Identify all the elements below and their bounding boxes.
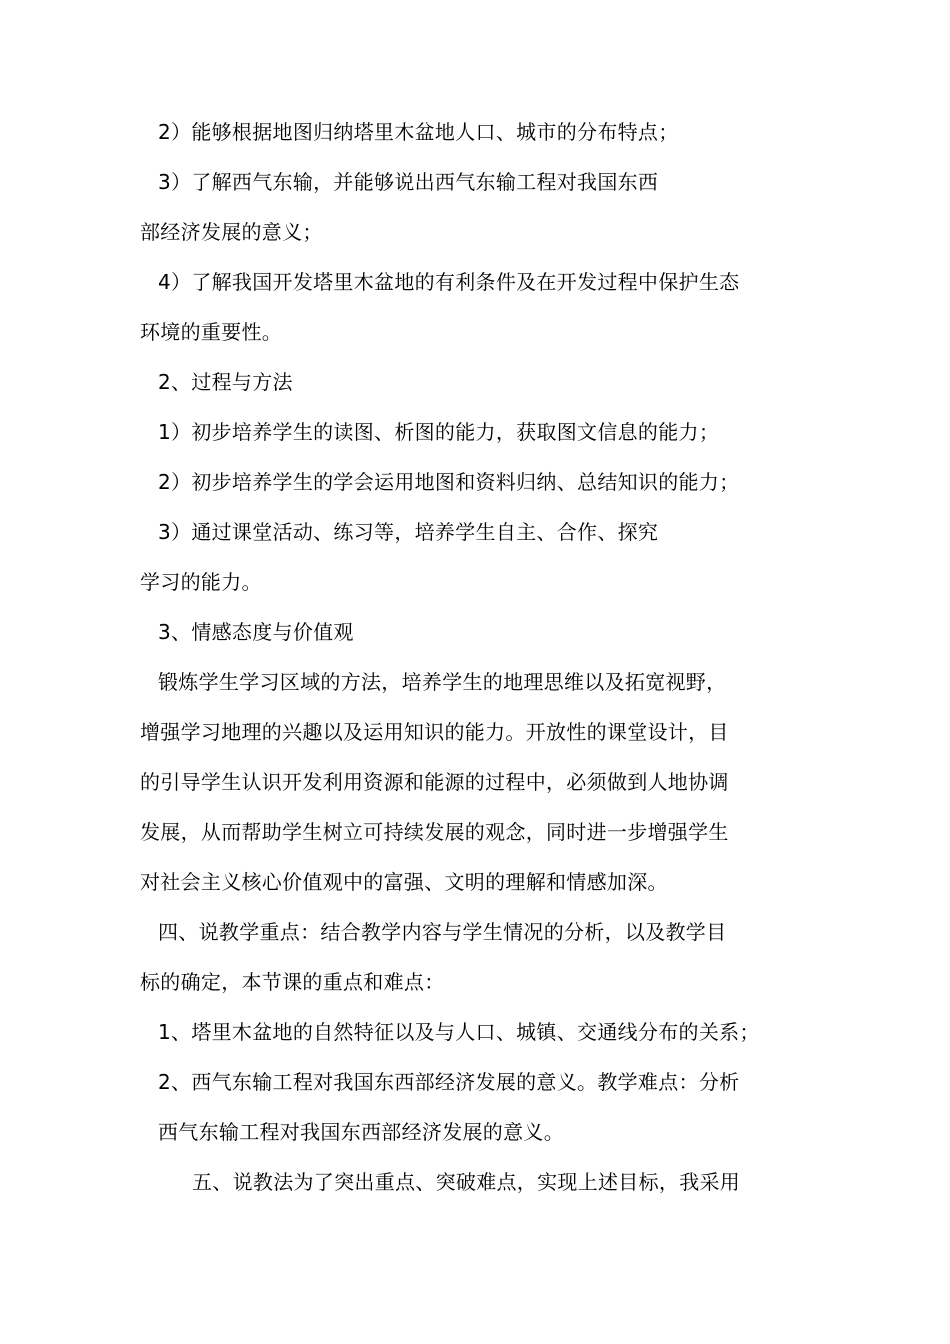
text-line: 西气东输工程对我国东西部经济发展的意义。 [158,1120,564,1144]
text-line: 锻炼学生学习区域的方法，培养学生的地理思维以及拓宽视野， [158,670,727,694]
section-heading: 五、说教法为了突出重点、突破难点，实现上述目标，我采用 [192,1170,741,1194]
text-line: 3）了解西气东输，并能够说出西气东输工程对我国东西 [158,170,659,194]
text-line: 1）初步培养学生的读图、析图的能力，获取图文信息的能力； [158,420,720,444]
text-line: 4）了解我国开发塔里木盆地的有利条件及在开发过程中保护生态 [158,270,740,294]
text-line: 部经济发展的意义； [140,220,323,244]
text-line: 对社会主义核心价值观中的富强、文明的理解和情感加深。 [140,870,668,894]
section-heading: 2、过程与方法 [158,370,293,394]
text-line: 3）通过课堂活动、练习等，培养学生自主、合作、探究 [158,520,659,544]
section-heading: 3、情感态度与价值观 [158,620,354,644]
text-line: 学习的能力。 [140,570,262,594]
text-line: 的引导学生认识开发利用资源和能源的过程中，必须做到人地协调 [140,770,729,794]
text-line: 增强学习地理的兴趣以及运用知识的能力。开放性的课堂设计，目 [140,720,729,744]
text-line: 2）初步培养学生的学会运用地图和资料归纳、总结知识的能力； [158,470,740,494]
text-line: 2）能够根据地图归纳塔里木盆地人口、城市的分布特点； [158,120,679,144]
text-line: 发展，从而帮助学生树立可持续发展的观念，同时进一步增强学生 [140,820,729,844]
text-line: 环境的重要性。 [140,320,283,344]
text-line: 1、塔里木盆地的自然特征以及与人口、城镇、交通线分布的关系； [158,1020,760,1044]
section-heading: 四、说教学重点：结合教学内容与学生情况的分析，以及教学目 [158,920,727,944]
text-line: 标的确定，本节课的重点和难点： [140,970,445,994]
text-line: 2、西气东输工程对我国东西部经济发展的意义。教学难点：分析 [158,1070,740,1094]
